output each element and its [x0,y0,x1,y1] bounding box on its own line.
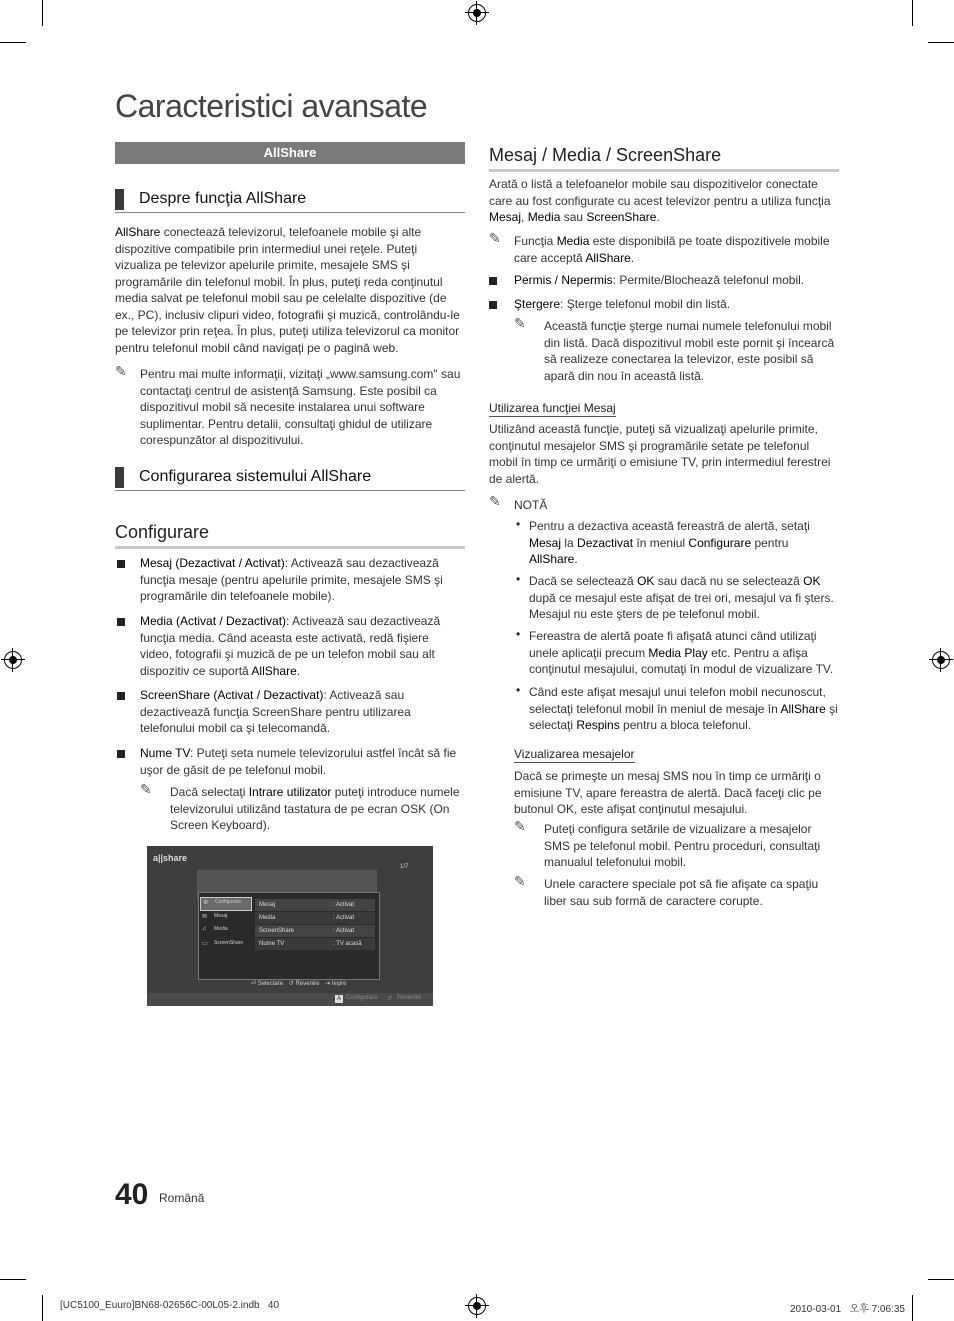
music-icon: ♫ [202,926,207,932]
term: Media [527,210,561,224]
note-text: Dacă selectaţi [170,785,249,799]
item-label: Media (Activat / Dezactivat) [140,614,287,628]
item-text: : Activează sau dezactivează funcţia ScreenShare pentru utilizarea telefonului mobil ca şi telecomandă. [140,688,411,735]
note-bold: Intrare utilizator [248,785,332,799]
tv-option-key: Mesaj [259,902,276,908]
intro-text: . [656,210,660,224]
right-intro [489,176,839,226]
item-nume-tv [140,745,464,778]
bullet-text: Pentru a dezactiva această fereastră de alertă, setaţi [529,519,810,533]
heading-marker [115,467,124,488]
bullet-text: Dacă se selectează [529,574,638,588]
crop-mark [0,1279,26,1280]
tv-option-key: ScreenShare [259,928,295,934]
item-label: Mesaj (Dezactivat / Activat) [140,556,285,570]
item-label: Nume TV [140,746,191,760]
tv-sidebar-item-mesaj[interactable] [200,912,250,924]
tv-option-key: Nume TV [259,941,285,947]
bullet-text: şi selectaţi [529,701,838,732]
envelope-icon: ✉ [202,914,208,920]
tv-option-value: : TV acasă [333,941,362,947]
note-pencil-icon: ✎ [514,818,526,834]
tv-logo: a||share [153,853,188,863]
note-stergere: Această funcţie şterge numai numele telefonului mobil din listă. Dacă dispozitivul mobil este pornit şi încearcă să realizeze conectarea la televizor, este posibil să apară din nou în această listă. [544,319,835,383]
heading-mesaj-media-screenshare: Mesaj / Media / ScreenShare [489,145,839,172]
bullet-text: la [561,535,578,550]
bullet-square [117,560,125,568]
tv-sidebar-label: Media [214,926,228,932]
bullet-dot: • [516,683,521,697]
tv-sidebar-label: ScreenShare [214,940,244,946]
tv-option-row[interactable] [255,912,375,924]
section-utilizarea-mesaj: Utilizarea funcţiei Mesaj [489,401,616,415]
bullet-text: sau dacă nu se selectează [654,574,804,588]
tv-sidebar-item-configurare[interactable] [200,897,252,911]
note-special-chars: Unele caractere speciale pot să fie afişate ca spaţiu liber sau sub formă de caractere corupte. [544,877,819,908]
term: OK [803,574,821,588]
note-osk [170,784,462,834]
bullet-text: după ce mesajul este afişat de trei ori, mesajul va fi şters. Mesajul nu este şters de pe telefonul mobil. [529,590,834,621]
term: Media [556,234,590,248]
allshare-term: AllShare [251,663,297,678]
footer-date: 2010-03-01 오후 7:06:35 [790,1304,905,1315]
note-pencil-icon: ✎ [489,493,501,509]
note-media [514,233,839,266]
intro-text: Arată o listă a telefoanelor mobile sau dispozitivelor conectate care au fost configurate cu acest televizor pentru a utiliza funcţia [489,177,831,208]
tv-sidebar-item-screenshare[interactable] [200,939,250,951]
crop-mark [42,1295,43,1321]
term: ScreenShare [586,210,657,224]
tv-bottom-label: Revenire [397,995,422,1001]
tv-sidebar-label: Mesaj [214,913,228,919]
tv-option-value: : Activat [333,902,355,908]
bullet-dot: • [516,517,521,531]
bullet-square [117,692,125,700]
nota-label: NOTĂ [514,498,548,512]
return-icon: ↺ [288,981,294,987]
note-text: este disponibilă pe toate dispozitivele mobile care acceptă [514,234,830,265]
note-text: puteţi introduce numele televizorului utilizând tastatura de pe ecran OSK (On Screen Keyboard). [170,785,460,832]
intro-text: conectează televizorul, telefoanele mobile şi alte dispozitive compatibile prin intermediul unei reţele. Puteţi vizualiza pe televizor apelurile primite, mesajele SMS şi programările din telefonul mobil. În plus, puteţi reda conţinutul media salvat pe telefonul mobil sau pe celelalte dispozitive (de ex., PC), inclusiv clipuri video, fotografii şi muzică, controlându-le pe televizor prin reţea. În plus, puteţi utiliza televizorul ca monitor pentru telefonul mobil când navigaţi pe o pagină web. [115,225,460,355]
bullet-text: etc. Pentru a afişa conţinutul mesajului, comutaţi în modul de vizualizare TV. [529,645,834,676]
tv-option-row[interactable] [255,925,375,937]
bullet-square [489,277,497,285]
page-number: 40 [115,1178,149,1211]
item-label: ScreenShare (Activat / Dezactivat) [140,688,324,702]
item-text: : Activează sau dezactivează funcţia media. Când aceasta este activată, redă fişiere video, fotografii şi muzică de pe un telefon mobil sau alt dispozitiv ce suportă [140,614,441,678]
bullet-text: Fereastra de alertă poate fi afişată atunci când utilizaţi unele aplicaţii precum [529,629,817,660]
tv-counter: 1/7 [400,864,409,870]
crop-mark [912,1295,913,1321]
bullet-text: pentru [751,535,789,550]
tv-option-row[interactable] [255,938,375,950]
tv-key-a: A [336,996,341,1002]
vizualizarea-text: Dacă se primeşte un mesaj SMS nou în timp ce urmăriţi o emisiune TV, apare fereastra de alertă. Dacă faceţi clic pe butonul OK, este afişat conţinutul mesajului. [514,769,822,816]
note-pencil-icon: ✎ [489,230,501,246]
term: AllShare [529,552,575,566]
heading-marker [115,189,124,210]
term: AllShare [780,701,826,716]
footer-file-info: [UC5100_Euuro]BN68-02656C-00L05-2.indb 40 [60,1300,280,1311]
allshare-term: AllShare [115,225,161,239]
tv-bottom-bar [147,993,433,1006]
item-mesaj [140,555,464,605]
bullet-dot: • [516,572,521,586]
tv-sidebar [200,897,250,957]
nota-bullet [529,684,841,734]
note-pencil-icon: ✎ [115,363,127,379]
intro-text: , [521,210,528,224]
item-stergere [514,296,839,313]
tv-hint-bar [251,980,381,987]
tv-sidebar-label: Configurare [215,899,242,905]
item-text: : Activează sau dezactivează funcţia mesaje (pentru apelurile primite, mesajele SMS şi programările din telefoanele mobile). [140,556,443,603]
item-label: Ştergere [514,297,561,311]
tv-menu-panel [198,892,380,980]
section-vizualizarea: Vizualizarea mesajelor [514,747,635,761]
bullet-square [117,750,125,758]
screen-icon: ▭ [202,941,208,947]
gear-icon: ⚙ [203,900,209,906]
note-samsung: Pentru mai multe informaţii, vizitaţi „www.samsung.com" sau contactaţi centrul de asistenţă Samsung. Este posibil ca dispozitivul mobil să necesite instalarea unui software suplimentar. Pentru detalii, consultaţi ghidul de utilizare corespunzător al dispozitivului. [140,367,461,447]
bullet-square [117,618,125,626]
nota-bullet [529,573,839,623]
note-text: Funcţia [514,234,557,248]
item-tail: . [296,663,301,678]
intro-text: sau [560,210,587,224]
tv-hint: Ieşire [331,981,347,987]
section-bar-allshare: AllShare [115,142,465,164]
subheading-configurarea [115,467,465,491]
note-sms-settings: Puteţi configura setările de vizualizare a mesajelor SMS pe telefonul mobil. Pentru proceduri, consultaţi manualul telefonului mobil. [544,822,821,869]
nota-bullet [529,518,839,568]
term: Mesaj [489,210,522,224]
tv-screenshot [147,846,433,1006]
item-text: : Permite/Blochează telefonul mobil. [612,273,805,287]
crop-mark [928,1279,954,1280]
note-pencil-icon: ✎ [140,781,152,797]
tv-option-value: : Activat [333,915,355,921]
item-label: Permis / Nepermis [514,273,613,287]
crop-mark [42,0,43,26]
note-pencil-icon: ✎ [514,873,526,889]
allshare-intro [115,224,465,356]
exit-icon: ⇥ [325,981,331,987]
tv-sidebar-item-media[interactable] [200,925,250,937]
item-permis [514,272,839,289]
page-language: Română [159,1191,205,1205]
term: Configurare [688,535,752,550]
tv-bottom-label: Configurare [346,995,378,1001]
crop-mark [928,42,954,43]
tv-option-key: Media [259,915,276,921]
bullet-text: . [574,552,578,566]
term: Mesaj [529,535,562,550]
registration-mark-icon [468,1297,486,1315]
term: Media Play [648,645,708,660]
crop-mark [912,0,913,26]
registration-mark-icon [4,651,22,669]
bullet-text: în meniul [633,535,689,550]
registration-mark-icon [932,651,950,669]
term: OK [637,574,655,588]
return-icon: ↺ [387,996,393,1002]
term: Respins [576,718,620,732]
enter-icon: ⏎ [251,981,257,987]
note-pencil-icon: ✎ [514,315,526,331]
note-text: . [630,250,635,265]
bullet-square [489,301,497,309]
bullet-text: Când este afişat mesajul unui telefon mobil necunoscut, selectaţi telefonul mobil în meniul de mesaje în [529,685,826,716]
registration-mark-icon [468,4,486,22]
subheading-text: Configurarea sistemului AllShare [139,468,372,485]
nota-bullet [529,628,839,678]
item-text: : Puteţi seta numele televizorului astfel încât să fie uşor de găsit de pe telefonul mobil. [140,746,457,777]
heading-configurare: Configurare [115,522,465,549]
item-text: : Şterge telefonul mobil din listă. [560,297,731,311]
term: Dezactivat [577,535,634,550]
utilizarea-text: Utilizând această funcţie, puteţi să vizualizaţi apelurile primite, conţinutul mesajelor SMS şi programările setate pe telefonul mobil în timp ce urmăriţi o emisiune TV, prin intermediul ferestrei de alertă. [489,422,831,486]
page-title: Caracteristici avansate [115,88,428,124]
tv-hint: Revenire [295,981,320,987]
tv-option-value: : Activat [333,928,355,934]
item-screenshare [140,687,464,737]
tv-option-row[interactable] [255,899,375,911]
crop-mark [0,42,26,43]
subheading-despre [115,189,465,213]
bullet-dot: • [516,627,521,641]
item-media [140,613,464,679]
term: AllShare [585,250,631,265]
bullet-text: pentru a bloca telefonul. [619,718,752,732]
tv-hint: Selectare [257,981,284,987]
subheading-text: Despre funcţia AllShare [139,190,307,207]
